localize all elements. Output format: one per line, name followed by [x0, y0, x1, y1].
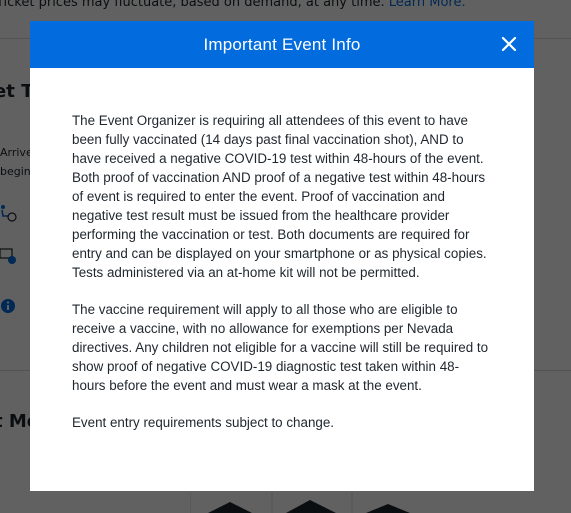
change-notice-text: Event entry requirements subject to change.: [72, 415, 335, 430]
close-icon: [501, 36, 517, 52]
modal-body: [30, 68, 534, 432]
modal-title: Important Event Info: [203, 34, 361, 54]
vaccination-requirement-text: The Event Organizer is requiring all attendees of this event to have been fully vaccinated (14 days past final vaccination shot), AND to have received a negative COVID-19 test within 48-hours of the event. Both proof of vaccination AND proof of a negative test within 48-hours of event is required to enter the event. Proof of vaccination and negative test result must be issued from the healthcare provider performing the vaccination or test. Both documents are required for entry and can be displayed on your smartphone or as physical copies. Tests administered via an at-home kit will not be permitted.: [72, 113, 487, 280]
eligibility-text: The vaccine requirement will apply to all those who are eligible to receive a vaccine, with no allowance for exemptions per Nevada directives. Any children not eligible for a vaccine will still be required to show proof of negative COVID-19 diagnostic test taken within 48-hours before the event and must wear a mask at the event.: [72, 302, 489, 393]
modal-header: [30, 21, 534, 68]
event-info-modal: [30, 21, 534, 491]
close-button[interactable]: [498, 33, 520, 55]
